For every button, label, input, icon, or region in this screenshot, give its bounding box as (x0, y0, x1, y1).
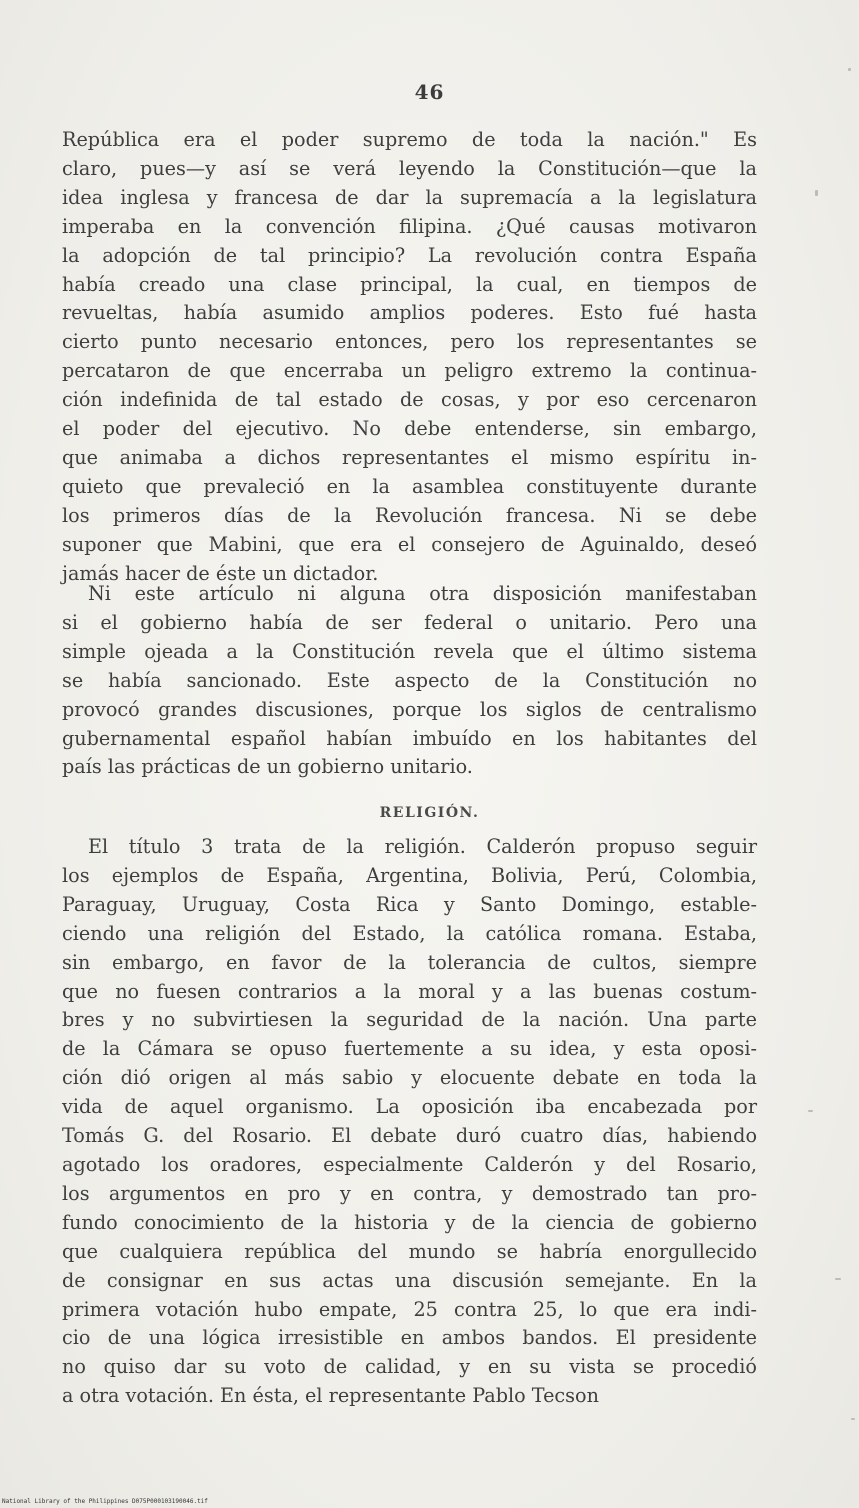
text-line: idea inglesa y francesa de dar la supremacía a la legislatura (62, 185, 757, 209)
scan-speck (848, 68, 851, 71)
text-line: ciendo una religión del Estado, la católica romana. Estaba, (62, 921, 757, 945)
text-line: República era el poder supremo de toda la nación." Es (62, 128, 757, 151)
text-line: Paraguay, Uruguay, Costa Rica y Santo Domingo, estable- (62, 892, 757, 916)
text-line: sin embargo, en favor de la tolerancia de cultos, siempre (62, 950, 757, 974)
page-number: 46 (414, 80, 445, 104)
text-line: Ni este artículo ni alguna otra disposición manifestaban (88, 582, 757, 605)
text-line: ción indefinida de tal estado de cosas, y por eso cercenaron (62, 388, 757, 412)
text-line: la adopción de tal principio? La revolución contra España (62, 243, 757, 267)
text-line: cierto punto necesario entonces, pero los representantes se (62, 330, 757, 354)
text-line: había creado una clase principal, la cual, en tiempos de (62, 272, 757, 296)
text-line: país las prácticas de un gobierno unitario. (62, 755, 473, 779)
text-line: agotado los oradores, especialmente Calderón y del Rosario, (62, 1152, 757, 1176)
text-line: ción dió origen al más sabio y elocuente debate en toda la (62, 1066, 757, 1090)
text-line: que no fuesen contrarios a la moral y a las buenas costum- (62, 979, 757, 1003)
text-line: revueltas, había asumido amplios poderes. Esto fué hasta (62, 301, 757, 325)
text-line: Tomás G. del Rosario. El debate duró cuatro días, habiendo (62, 1124, 757, 1148)
text-line: a otra votación. En ésta, el representante Pablo Tecson (62, 1384, 599, 1408)
scan-speck (808, 1110, 813, 1112)
text-line: que animaba a dichos representantes el mismo espíritu in- (62, 445, 757, 469)
text-line: los ejemplos de España, Argentina, Bolivia, Perú, Colombia, (62, 863, 757, 887)
text-line: bres y no subvirtiesen la seguridad de la nación. Una parte (62, 1008, 757, 1032)
text-line: imperaba en la convención filipina. ¿Qué causas motivaron (62, 214, 757, 238)
text-line: fundo conocimiento de la historia y de la ciencia de gobierno (62, 1210, 757, 1234)
text-line: simple ojeada a la Constitución revela que el último sistema (62, 639, 757, 663)
scan-footer-label: National Library of the Philippines D075P000103190046.tif (2, 1498, 208, 1505)
scan-speck (815, 190, 818, 196)
text-line: los argumentos en pro y en contra, y demostrado tan pro- (62, 1181, 757, 1205)
text-line: de consignar en sus actas una discusión semejante. En la (62, 1268, 757, 1292)
text-line: se había sancionado. Este aspecto de la Constitución no (62, 668, 757, 692)
text-line: vida de aquel organismo. La oposición iba encabezada por (62, 1095, 757, 1119)
paragraph-2 (62, 580, 757, 782)
text-line: primera votación hubo empate, 25 contra 25, lo que era indi- (62, 1297, 757, 1321)
text-line: no quiso dar su voto de calidad, y en su vista se procedió (62, 1355, 757, 1379)
text-line: quieto que prevaleció en la asamblea constituyente durante (62, 474, 757, 498)
text-line: El título 3 trata de la religión. Calderón propuso seguir (88, 835, 757, 858)
text-line: percataron de que encerraba un peligro extremo la continua- (62, 359, 757, 383)
text-line: suponer que Mabini, que era el consejero de Aguinaldo, deseó (62, 532, 757, 556)
text-line: de la Cámara se opuso fuertemente a su idea, y esta oposi- (62, 1037, 757, 1061)
paragraph-3 (62, 833, 757, 1411)
text-line: si el gobierno había de ser federal o unitario. Pero una (62, 610, 757, 634)
scan-speck (835, 1278, 841, 1280)
text-line: los primeros días de la Revolución francesa. Ni se debe (62, 503, 757, 527)
section-heading: RELIGIÓN. (379, 805, 480, 821)
scan-speck (851, 1418, 855, 1420)
text-line: que cualquiera república del mundo se habría enorgullecido (62, 1239, 757, 1263)
text-line: jamás hacer de éste un dictador. (62, 561, 379, 585)
text-line: gubernamental español habían imbuído en los habitantes del (62, 726, 757, 750)
text-line: el poder del ejecutivo. No debe entenderse, sin embargo, (62, 417, 757, 441)
text-line: claro, pues—y así se verá leyendo la Constitución—que la (62, 156, 757, 180)
text-line: cio de una lógica irresistible en ambos bandos. El presidente (62, 1326, 757, 1350)
text-line: provocó grandes discusiones, porque los siglos de centralismo (62, 697, 757, 721)
paragraph-1 (62, 126, 757, 589)
